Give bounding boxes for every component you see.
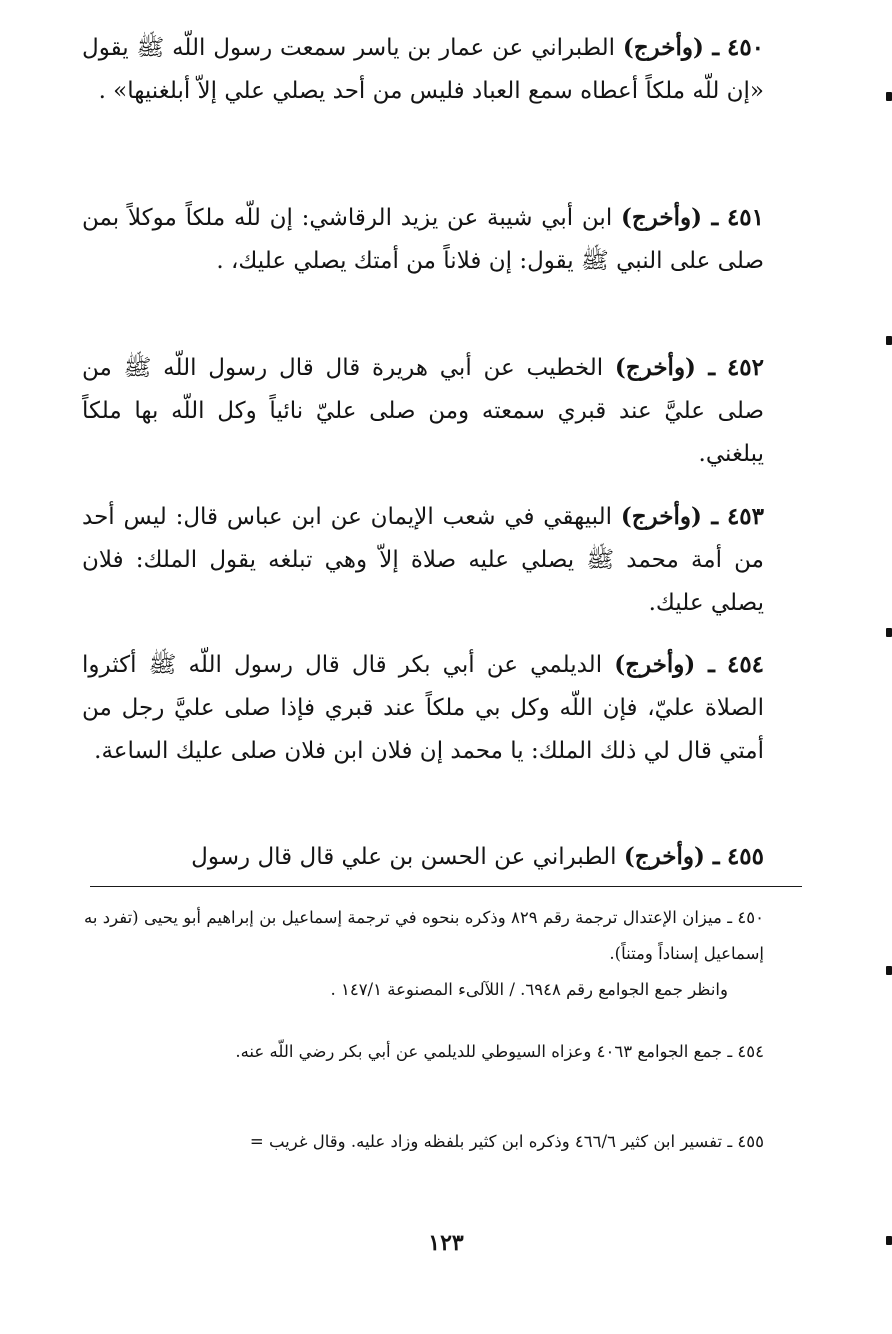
hadith-opening: (وأخرج): [614, 651, 696, 678]
hadith-text: الخطيب عن أبي هريرة قال قال رسول اللّه ﷺ من صلى عليَّ عند قبري سمعته ومن صلى عليّ نائياً وكل اللّه بها ملكاً يبلغني.: [82, 355, 764, 467]
hadith-text: الطبراني عن عمار بن ياسر سمعت رسول اللّه ﷺ يقول «إن للّه ملكاً أعطاه سمع العباد فليس من أحد يصلي علي إلاّ أبلغنيها» .: [82, 35, 764, 104]
hadith-455: ٤٥٥ ـ (وأخرج) الطبراني عن الحسن بن علي قال قال رسول: [191, 843, 764, 870]
hadith-number: ٤٥٤: [726, 651, 765, 678]
hadith-text: الطبراني عن الحسن بن علي قال قال رسول: [191, 844, 617, 870]
footnote-454: [84, 1034, 764, 1070]
footnote-extra: وانظر جمع الجوامع رقم ٦٩٤٨. / اللآلىء المصنوعة ١٤٧/١ .: [330, 980, 728, 999]
footnote-text: ٤٥٥ ـ تفسير ابن كثير ٤٦٦/٦ وذكره ابن كثير بلفظه وزاد عليه. وقال غريب =: [249, 1132, 764, 1151]
page-number: ١٢٣: [428, 1230, 464, 1256]
hadith-number: ٤٥٠: [726, 34, 765, 61]
hadith-text: ابن أبي شيبة عن يزيد الرقاشي: إن للّه ملكاً موكلاً بمن صلى على النبي ﷺ يقول: إن فلاناً من أمتك يصلي عليك، .: [82, 205, 764, 274]
hadith-number: ٤٥٣: [726, 503, 765, 530]
hadith-454: ٤٥٤ ـ (وأخرج) الديلمي عن أبي بكر قال قال رسول اللّه ﷺ أكثروا الصلاة عليّ، فإن اللّه وكل بي ملكاً عند قبري فإذا صلى عليَّ رجل من أمتي قال لي ذلك الملك: يا محمد إن فلان ابن فلان صلى عليك الساعة.: [82, 651, 765, 764]
footnote-455: [64, 1124, 764, 1160]
hadith-450: ٤٥٠ ـ (وأخرج) الطبراني عن عمار بن ياسر سمعت رسول اللّه ﷺ يقول «إن للّه ملكاً أعطاه سمع العباد فليس من أحد يصلي علي إلاّ أبلغنيها» .: [82, 34, 765, 104]
footnote-divider: [90, 886, 802, 887]
hadith-453: ٤٥٣ ـ (وأخرج) البيهقي في شعب الإيمان عن ابن عباس قال: ليس أحد من أمة محمد ﷺ يصلي عليه صلاة إلاّ وهي تبلغه يقول الملك: فلان يصلي عليك.: [82, 503, 765, 616]
edge-mark: [886, 92, 892, 101]
hadith-452: ٤٥٢ ـ (وأخرج) الخطيب عن أبي هريرة قال قال رسول اللّه ﷺ من صلى عليَّ عند قبري سمعته ومن صلى عليّ نائياً وكل اللّه بها ملكاً يبلغني.: [82, 354, 765, 467]
footnote-text: ٤٥٤ ـ جمع الجوامع ٤٠٦٣ وعزاه السيوطي للديلمي عن أبي بكر رضي اللّه عنه.: [235, 1042, 764, 1061]
hadith-text: الديلمي عن أبي بكر قال قال رسول اللّه ﷺ أكثروا الصلاة عليّ، فإن اللّه وكل بي ملكاً عند قبري فإذا صلى عليَّ رجل من أمتي قال لي ذلك الملك: يا محمد إن فلان ابن فلان صلى عليك الساعة.: [82, 652, 764, 764]
edge-mark: [886, 336, 892, 345]
edge-mark: [886, 628, 892, 637]
hadith-opening: (وأخرج): [623, 843, 705, 870]
hadith-number: ٤٥٢: [726, 354, 765, 381]
footnote-text: ٤٥٠ ـ ميزان الإعتدال ترجمة رقم ٨٢٩ وذكره بنحوه في ترجمة إسماعيل بن إبراهيم أبو يحيى (تفرد به إسماعيل إسناداً ومتناً).: [84, 908, 764, 963]
hadith-number: ٤٥١: [726, 204, 765, 231]
footnote-450: [84, 900, 764, 1008]
hadith-451: ٤٥١ ـ (وأخرج) ابن أبي شيبة عن يزيد الرقاشي: إن للّه ملكاً موكلاً بمن صلى على النبي ﷺ يقول: إن فلاناً من أمتك يصلي عليك، .: [82, 204, 765, 274]
hadith-opening: (وأخرج): [620, 503, 702, 530]
hadith-opening: (وأخرج): [620, 204, 703, 231]
edge-mark: [886, 1236, 892, 1245]
hadith-opening: (وأخرج): [614, 354, 696, 381]
hadith-number: ٤٥٥: [726, 843, 764, 870]
edge-mark: [886, 966, 892, 975]
hadith-text: البيهقي في شعب الإيمان عن ابن عباس قال: ليس أحد من أمة محمد ﷺ يصلي عليه صلاة إلاّ وهي تبلغه يقول الملك: فلان يصلي عليك.: [82, 504, 764, 616]
hadith-opening: (وأخرج): [622, 34, 704, 61]
